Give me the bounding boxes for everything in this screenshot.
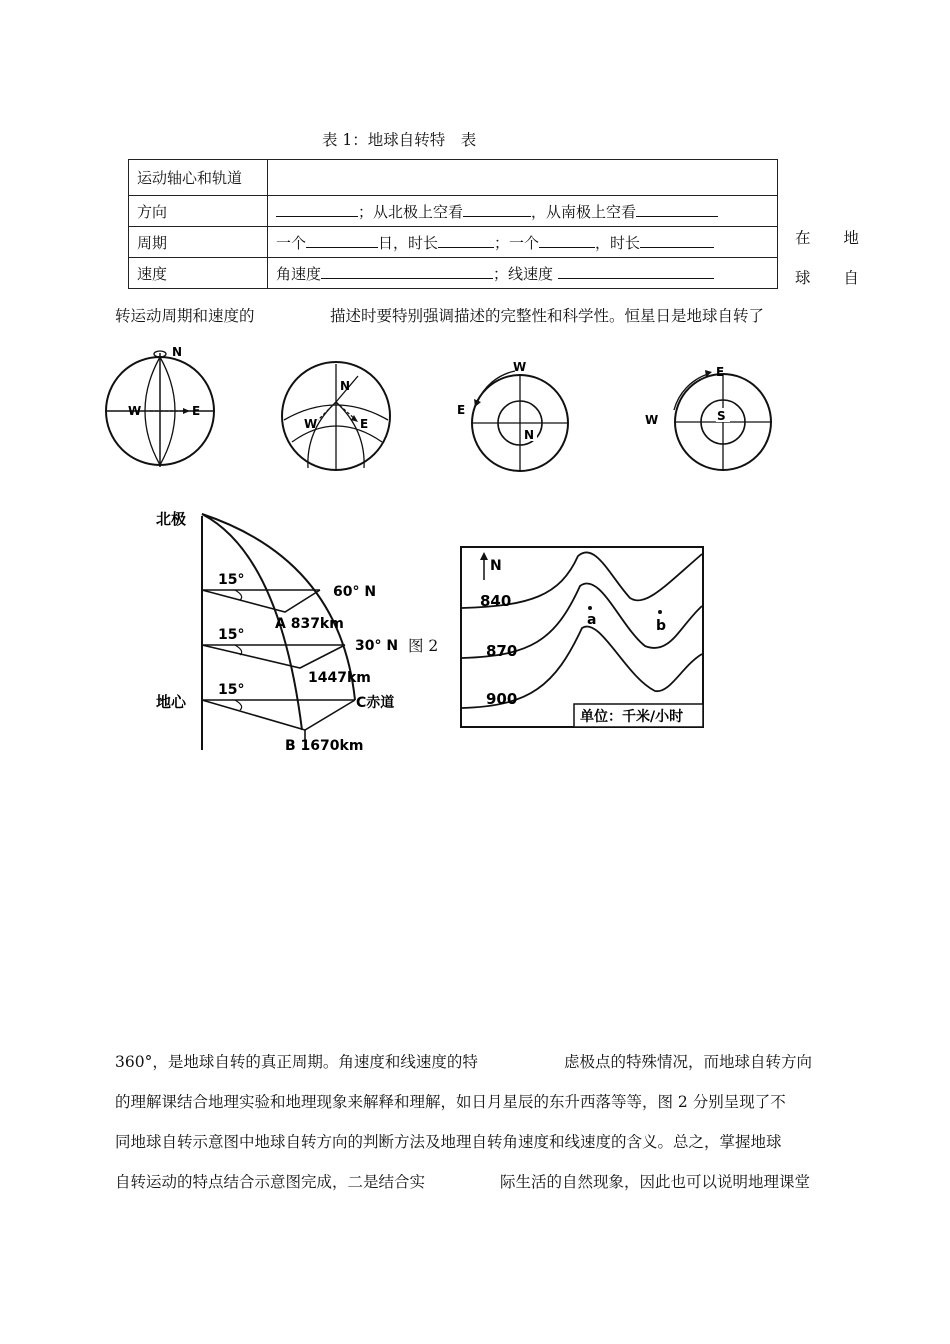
- paragraph-2-line-4b: 际生活的自然现象，因此也可以说明地理课堂: [500, 1173, 811, 1191]
- earth-center-label: 地心: [156, 693, 187, 711]
- row-content: [268, 196, 778, 227]
- north-label: N: [340, 379, 351, 393]
- cell-text: ，时长: [595, 233, 641, 252]
- cell-text: ，从南极上空看: [531, 202, 637, 221]
- paragraph-2-line-3: 同地球自转示意图中地球自转方向的判断方法及地理自转角速度和线速度的含义。总之，掌握地球: [115, 1133, 782, 1151]
- south-label: S: [717, 409, 726, 423]
- row-label: 方向: [129, 196, 268, 227]
- figure-label: 图 2: [408, 637, 439, 655]
- answer-blank[interactable]: [463, 202, 531, 217]
- east-label: E: [457, 403, 466, 417]
- angle-label: 15°: [218, 572, 245, 588]
- contour-label: 840: [480, 592, 512, 610]
- row-label: 运动轴心和轨道: [129, 160, 268, 196]
- answer-blank[interactable]: [640, 233, 714, 248]
- globe-figure-south-pole-view: [640, 360, 780, 475]
- speed-a-label: A 837km: [275, 616, 344, 632]
- row-content: [268, 227, 778, 258]
- east-label: E: [716, 365, 725, 379]
- answer-blank[interactable]: [539, 233, 595, 248]
- north-pole-label: 北极: [156, 510, 187, 528]
- table-row: [129, 160, 778, 196]
- contour-label: 900: [486, 690, 518, 708]
- velocity-contour-map: [460, 546, 705, 728]
- globe-figure-side-view: [100, 345, 225, 475]
- globe-figure-north-pole-view: [455, 357, 585, 475]
- rotation-speed-diagram: [150, 500, 425, 760]
- north-arrow-label: N: [490, 558, 502, 574]
- row-label: 速度: [129, 258, 268, 289]
- point-b-label: b: [656, 618, 667, 634]
- lat-30-label: 30° N: [355, 638, 399, 654]
- cell-text: 一个: [276, 233, 307, 252]
- answer-blank[interactable]: [276, 202, 358, 217]
- table-row: [129, 227, 778, 258]
- table-title: 表 1：地球自转特 表: [322, 131, 477, 149]
- paragraph-2-line-4a: 自转运动的特点结合示意图完成，二是结合实: [115, 1173, 426, 1191]
- answer-blank[interactable]: [321, 264, 493, 279]
- answer-blank[interactable]: [306, 233, 378, 248]
- paragraph-2-line-1b: 虑极点的特殊情况，而地球自转方向: [564, 1053, 813, 1071]
- west-label: W: [304, 417, 318, 431]
- west-label: W: [128, 404, 142, 418]
- lat-60-label: 60° N: [333, 584, 377, 600]
- cell-text: 日，时长: [378, 233, 439, 252]
- answer-blank[interactable]: [558, 264, 714, 279]
- paragraph-2-line-2: 的理解课结合地理实验和地理现象来解释和理解，如日月星辰的东升西落等等，图 2 分别呈现了不: [115, 1093, 786, 1111]
- side-text-2: 球 自: [795, 269, 873, 287]
- rotation-feature-table: [128, 159, 778, 289]
- answer-blank[interactable]: [438, 233, 494, 248]
- globe-figure-tilted-view: [278, 360, 396, 475]
- speed-b-label: B 1670km: [285, 738, 364, 754]
- paragraph-1-left: 转运动周期和速度的: [115, 307, 255, 325]
- answer-blank[interactable]: [636, 202, 718, 217]
- unit-label: 单位：千米/小时: [580, 709, 684, 725]
- cell-text: ；从北极上空看: [358, 202, 464, 221]
- contour-label: 870: [486, 642, 518, 660]
- angle-label: 15°: [218, 627, 245, 643]
- table-row: [129, 196, 778, 227]
- north-label: N: [172, 345, 183, 359]
- equator-label: C赤道: [356, 695, 395, 711]
- side-text-1: 在 地: [795, 229, 873, 247]
- cell-text: ；一个: [494, 233, 540, 252]
- row-label: 周期: [129, 227, 268, 258]
- north-label: N: [524, 428, 535, 442]
- row-content: [268, 258, 778, 289]
- west-label: W: [645, 413, 659, 427]
- row-content: [268, 160, 778, 196]
- cell-text: 角速度: [276, 264, 322, 283]
- east-label: E: [192, 404, 201, 418]
- angle-label: 15°: [218, 682, 245, 698]
- speed-30-label: 1447km: [308, 670, 371, 686]
- paragraph-1-right: 描述时要特别强调描述的完整性和科学性。恒星日是地球自转了: [330, 307, 765, 325]
- point-a-label: a: [587, 612, 597, 628]
- paragraph-2-line-1a: 360°，是地球自转的真正周期。角速度和线速度的特: [115, 1053, 478, 1071]
- west-label: W: [513, 360, 527, 374]
- east-label: E: [360, 417, 369, 431]
- table-row: [129, 258, 778, 289]
- cell-text: ；线速度: [493, 264, 554, 283]
